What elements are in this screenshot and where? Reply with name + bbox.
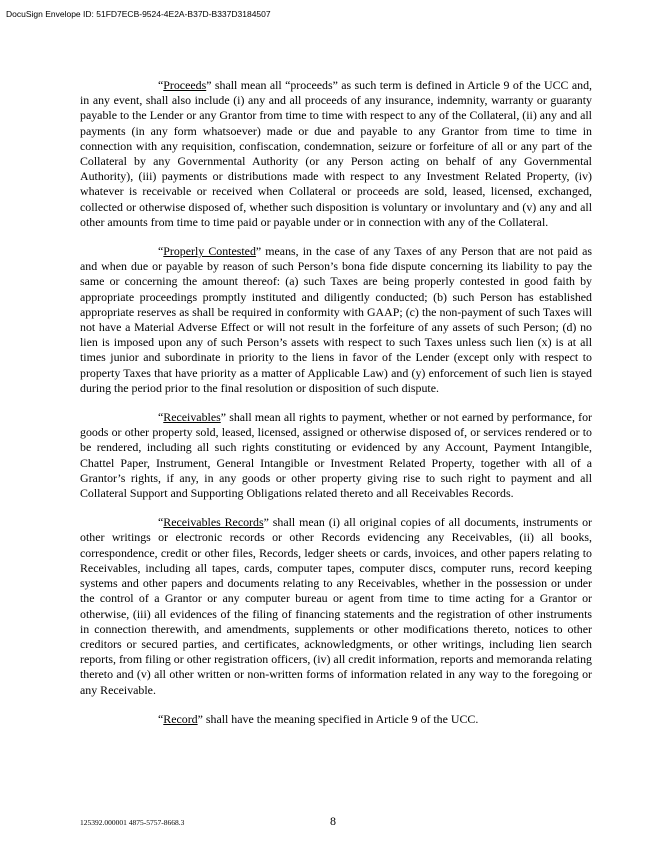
open-quote: “ [158,711,164,726]
page-number: 8 [330,814,336,828]
definition-text: ” shall mean all “proceeds” as such term is defined in Article 9 of the UCC and, in any event, shall also include (i) any and all proceeds of any insurance, indemnity, warranty or guaranty payable to the Lender or any Grantor from time to time with respect to any of the Collateral, (ii) any and all payments (in any form whatsoever) made or due and payable to any Grantor from time to time in connection with any requisition, confiscation, condemnation, seizure or forfeiture of all or any part of the Collateral by any Governmental Authority (or any Person acting on behalf of any Governmental Authority), (iii) payments or distributions made with respect to any Investment Related Property, (iv) whatever is receivable or received when Collateral or proceeds are sold, leased, licensed, exchanged, collected or otherwise disposed of, whether such disposition is voluntary or involuntary and (v) any and all other amounts from time to time paid or payable under or in connection with any of the Collateral. [80,78,592,229]
open-quote: “ [158,515,164,530]
definition-text: ” shall have the meaning specified in Article 9 of the UCC. [197,711,479,726]
definition-properly-contested [80,244,592,396]
definition-record [80,712,592,727]
open-quote: “ [158,78,164,92]
definition-text: ” means, in the case of any Taxes of any Person that are not paid as and when due or payable by reason of such Person’s bona fide dispute concerning its liability to pay the same or concerning the amount thereof: (a) such Taxes are being properly contested in good faith by appropriate proceedings promptly instituted and diligently conducted; (b) such Person has established appropriate reserves as shall be required in conformity with GAAP; (c) the non-payment of such Taxes will not have a Material Adverse Effect or will not result in the forfeiture of any assets of such Person; (d) no lien is imposed upon any of such Person’s assets with respect to such Taxes unless such lien (x) is at all times junior and subordinate in priority to the liens in favor of the Lender (except only with respect to property Taxes that have priority as a matter of Applicable Law) and (y) enforcement of such lien is stayed during the period prior to the final resolution or disposition of such dispute. [80,244,592,395]
definition-receivables-records [80,515,592,697]
document-body [80,78,592,741]
definition-receivables [80,410,592,501]
docusign-envelope-id: DocuSign Envelope ID: 51FD7ECB-9524-4E2A-B37D-B337D3184507 [6,9,271,19]
open-quote: “ [158,244,164,259]
footer-document-id: 125392.000001 4875-5757-8668.3 [80,818,185,827]
definition-proceeds [80,78,592,230]
open-quote: “ [158,410,164,425]
defined-term: Proceeds [163,78,207,92]
defined-term: Properly Contested [163,244,256,259]
definition-text: ” shall mean all rights to payment, whether or not earned by performance, for goods or other property sold, leased, licensed, assigned or otherwise disposed of, or services rendered or to be rendered, including all such rights constituting or evidenced by any Account, Payment Intangible, Chattel Paper, Instrument, General Intangible or Investment Related Property, together with all of a Grantor’s rights, if any, in any goods or other property giving rise to such right to payment and all Collateral Support and Supporting Obligations related thereto and all Receivables Records. [80,410,592,501]
definition-text: ” shall mean (i) all original copies of all documents, instruments or other writings or electronic records or other Records evidencing any Receivables, (ii) all books, correspondence, credit or other files, Records, ledger sheets or cards, invoices, and other papers relating to Receivables, including all tapes, cards, computer tapes, computer discs, computer runs, record keeping systems and other papers and documents relating to any Receivables, whether in the possession or under the control of a Grantor or any computer bureau or agent from time to time acting for a Grantor or otherwise, (iii) all evidences of the filing of financing statements and the registration of other instruments in connection therewith, and amendments, supplements or other modifications thereto, notices to other creditors or secured parties, and certificates, acknowledgments, or other writings, including lien search reports, from filing or other registration officers, (iv) all credit information, reports and memoranda relating thereto and (v) all other written or non-written forms of information related in any way to the foregoing or any Receivable. [80,515,593,697]
defined-term: Record [163,711,198,726]
defined-term: Receivables Records [163,515,264,530]
defined-term: Receivables [163,410,221,425]
